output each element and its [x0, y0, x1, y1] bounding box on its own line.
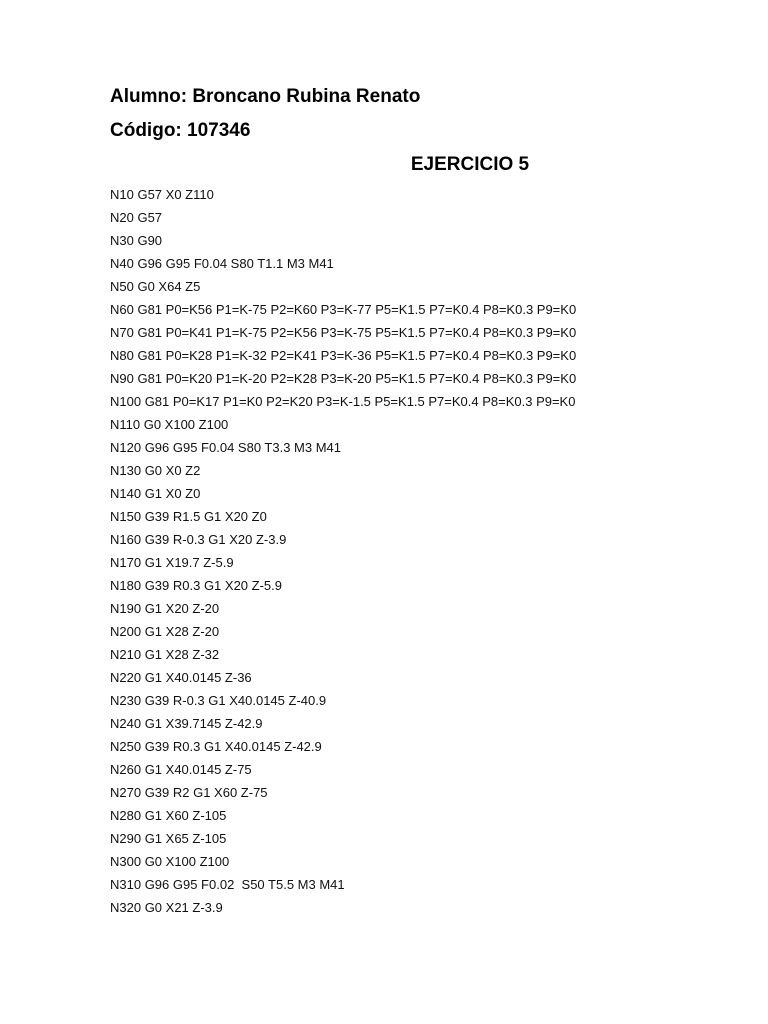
program-line: N30 G90: [110, 233, 163, 248]
program-line: N200 G1 X28 Z-20: [110, 624, 220, 639]
program-line: N150 G39 R1.5 G1 X20 Z0: [110, 509, 267, 524]
program-line: N50 G0 X64 Z5: [110, 279, 201, 294]
program-line: N310 G96 G95 F0.02 S50 T5.5 M3 M41: [110, 877, 345, 892]
program-line: N320 G0 X21 Z-3.9: [110, 900, 223, 915]
program-line: N120 G96 G95 F0.04 S80 T3.3 M3 M41: [110, 440, 342, 455]
exercise-title: EJERCICIO 5: [410, 154, 530, 175]
program-line: N100 G81 P0=K17 P1=K0 P2=K20 P3=K-1.5 P5=K1.5 P7=K0.4 P8=K0.3 P9=K0: [110, 394, 576, 409]
program-line: N170 G1 X19.7 Z-5.9: [110, 555, 234, 570]
program-line: N70 G81 P0=K41 P1=K-75 P2=K56 P3=K-75 P5=K1.5 P7=K0.4 P8=K0.3 P9=K0: [110, 325, 577, 340]
program-line: N250 G39 R0.3 G1 X40.0145 Z-42.9: [110, 739, 322, 754]
student-name: Alumno: Broncano Rubina Renato: [110, 86, 421, 107]
program-line: N300 G0 X100 Z100: [110, 854, 230, 869]
program-line: N140 G1 X0 Z0: [110, 486, 201, 501]
program-line: N190 G1 X20 Z-20: [110, 601, 220, 616]
program-line: N210 G1 X28 Z-32: [110, 647, 220, 662]
program-line: N180 G39 R0.3 G1 X20 Z-5.9: [110, 578, 282, 593]
program-line: N10 G57 X0 Z110: [110, 187, 214, 202]
program-line: N20 G57: [110, 210, 163, 225]
program-line: N220 G1 X40.0145 Z-36: [110, 670, 252, 685]
program-line: N270 G39 R2 G1 X60 Z-75: [110, 785, 268, 800]
program-line: N60 G81 P0=K56 P1=K-75 P2=K60 P3=K-77 P5=K1.5 P7=K0.4 P8=K0.3 P9=K0: [110, 302, 577, 317]
program-line: N130 G0 X0 Z2: [110, 463, 201, 478]
program-line: N40 G96 G95 F0.04 S80 T1.1 M3 M41: [110, 256, 334, 271]
program-line: N160 G39 R-0.3 G1 X20 Z-3.9: [110, 532, 287, 547]
student-code: Código: 107346: [110, 120, 251, 141]
program-line: N260 G1 X40.0145 Z-75: [110, 762, 252, 777]
program-line: N240 G1 X39.7145 Z-42.9: [110, 716, 263, 731]
program-line: N290 G1 X65 Z-105: [110, 831, 227, 846]
program-line: N230 G39 R-0.3 G1 X40.0145 Z-40.9: [110, 693, 327, 708]
cnc-program: [110, 186, 576, 922]
program-line: N90 G81 P0=K20 P1=K-20 P2=K28 P3=K-20 P5=K1.5 P7=K0.4 P8=K0.3 P9=K0: [110, 371, 577, 386]
program-line: N280 G1 X60 Z-105: [110, 808, 227, 823]
program-line: N110 G0 X100 Z100: [110, 417, 229, 432]
program-line: N80 G81 P0=K28 P1=K-32 P2=K41 P3=K-36 P5=K1.5 P7=K0.4 P8=K0.3 P9=K0: [110, 348, 577, 363]
